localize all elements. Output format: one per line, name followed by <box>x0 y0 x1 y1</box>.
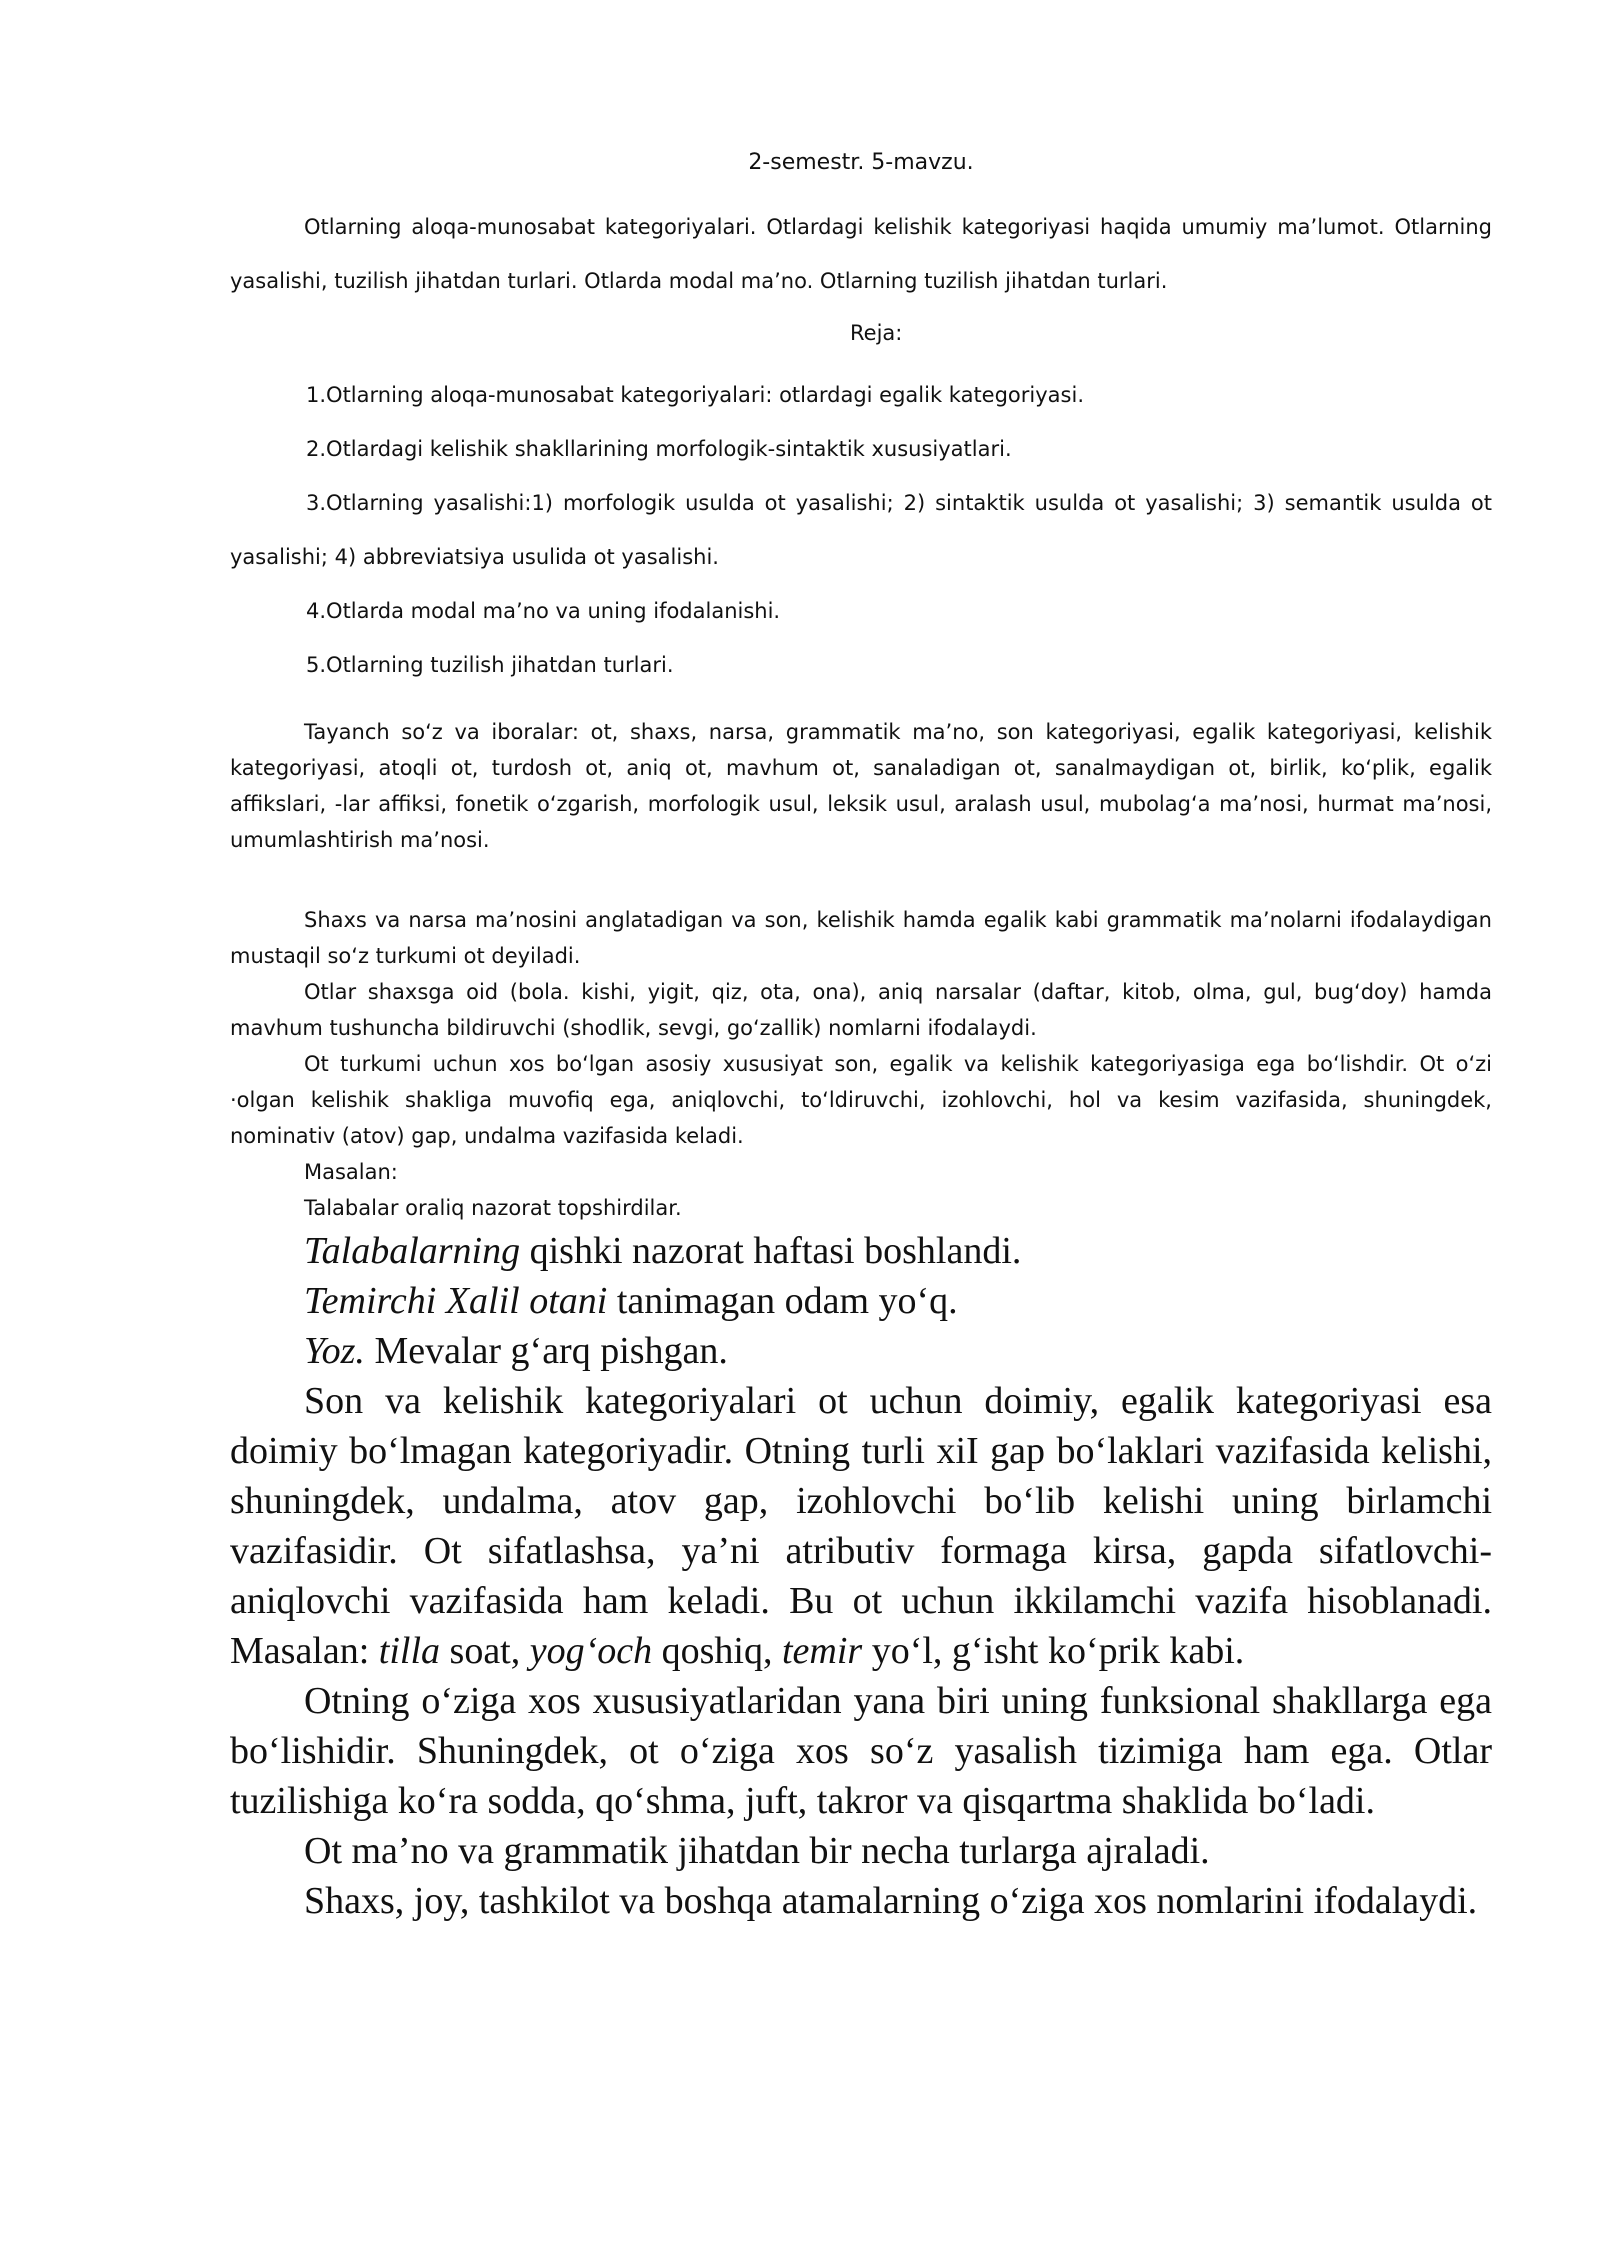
example-3-rest: tanimagan odam yo‘q. <box>607 1280 958 1322</box>
plan-list <box>230 368 1492 692</box>
functions-text-c: qoshiq, <box>652 1630 782 1672</box>
semester-heading: 2-semestr. 5-mavzu. <box>748 150 974 175</box>
example-2-rest: qishki nazorat haftasi boshlandi. <box>520 1230 1022 1272</box>
plan-item-1: 1.Otlarning aloqa-munosabat kategoriyalari: otlardagi egalik kategoriyasi. <box>306 383 1084 407</box>
plan-title: Reja: <box>850 321 903 345</box>
types-paragraph: Ot ma’no va grammatik jihatdan bir necha turlarga ajraladi. <box>304 1830 1210 1872</box>
functions-italic-3: temir <box>782 1630 863 1672</box>
example-3-italic: Temirchi Xalil otani <box>304 1280 608 1322</box>
document-page <box>230 148 1492 1926</box>
example-4-italic: Yoz. <box>304 1330 365 1372</box>
functions-paragraph <box>230 1376 1492 1676</box>
definition-paragraph: Shaxs va narsa ma’nosini anglatadigan va son, kelishik hamda egalik kabi grammatik ma’nolarni ifodalaydigan mustaqil so‘z turkumi ot deyiladi. <box>230 908 1492 968</box>
plan-item-4: 4.Otlarda modal ma’no va uning ifodalanishi. <box>306 599 781 623</box>
functions-italic-1: tilla <box>378 1630 441 1672</box>
example-sentence-4 <box>230 1326 1492 1376</box>
functions-text-a: Son va kelishik kategoriyalari ot uchun doimiy, egalik kategoriyasi esa doimiy bo‘lmagan kategoriyadir. Otning turli xiI gap bo‘laklari vazifasida kelishi, shuningdek, undalma, atov gap, izohlovchi bo‘lib kelishi uning birlamchi vazifasidir. Ot sifatlashsa, ya’ni atributiv formaga kirsa, gapda sifatlovchi-aniqlovchi vazifasida ham keladi. Bu ot uchun ikkilamchi vazifa hisoblanadi. Masalan: <box>230 1380 1492 1672</box>
noun-types-paragraph: Otlar shaxsga oid (bola. kishi, yigit, qiz, ota, ona), aniq narsalar (daftar, kitob, olma, gul, bug‘doy) hamda mavhum tushuncha bildiruvchi (shodlik, sevgi, go‘zallik) nomlarni ifodalaydi. <box>230 980 1492 1040</box>
functions-text-b: soat, <box>440 1630 530 1672</box>
example-2-italic: Talabalarning <box>304 1230 521 1272</box>
functions-italic-2: yog‘och <box>529 1630 653 1672</box>
example-sentence-2 <box>230 1226 1492 1276</box>
plan-item-2: 2.Otlardagi kelishik shakllarining morfologik-sintaktik xususiyatlari. <box>306 437 1012 461</box>
noun-features-paragraph: Ot turkumi uchun xos bo‘lgan asosiy xususiyat son, egalik va kelishik kategoriyasiga ega bo‘lishdir. Ot o‘zi ·olgan kelishik shakliga muvofiq ega, aniqlovchi, to‘ldiruvchi, izohlovchi, hol va kesim vazifasida, shuningdek, nominativ (atov) gap, undalma vazifasida keladi. <box>230 1052 1492 1148</box>
topic-paragraph: Otlarning aloqa-munosabat kategoriyalari. Otlardagi kelishik kategoriyasi haqida umumiy ma’lumot. Otlarning yasalishi, tuzilish jihatdan turlari. Otlarda modal ma’no. Otlarning tuzilish jihatdan turlari. <box>230 215 1492 293</box>
example-label: Masalan: <box>304 1160 398 1184</box>
forms-paragraph: Otning o‘ziga xos xususiyatlaridan yana biri uning funksional shakllarga ega bo‘lishidir. Shuningdek, ot o‘ziga xos so‘z yasalish tizimiga ham ega. Otlar tuzilishiga ko‘ra sodda, qo‘shma, juft, takror va qisqartma shaklida bo‘ladi. <box>230 1680 1492 1822</box>
plan-item-5: 5.Otlarning tuzilish jihatdan turlari. <box>306 653 674 677</box>
proper-nouns-paragraph: Shaxs, joy, tashkilot va boshqa atamalarning o‘ziga xos nomlarini ifodalaydi. <box>304 1880 1478 1922</box>
keywords-paragraph: Tayanch so‘z va iboralar: ot, shaxs, narsa, grammatik ma’no, son kategoriyasi, egalik kategoriyasi, kelishik kategoriyasi, atoqli ot, turdosh ot, aniq ot, mavhum ot, sanaladigan ot, sanalmaydigan ot, birlik, ko‘plik, egalik affikslari, -lar affiksi, fonetik o‘zgarish, morfologik usul, leksik usul, aralash usul, mubolag‘a ma’nosi, hurmat ma’nosi, umumlashtirish ma’nosi. <box>230 720 1492 852</box>
plan-item-3: 3.Otlarning yasalishi:1) morfologik usulda ot yasalishi; 2) sintaktik usulda ot yasalishi; 3) semantik usulda ot yasalishi; 4) abbreviatsiya usulida ot yasalishi. <box>230 491 1492 569</box>
example-4-rest: Mevalar g‘arq pishgan. <box>364 1330 728 1372</box>
example-sentence-1: Talabalar oraliq nazorat topshirdilar. <box>304 1196 682 1220</box>
example-sentence-3 <box>230 1276 1492 1326</box>
functions-text-d: yo‘l, g‘isht ko‘prik kabi. <box>862 1630 1245 1672</box>
